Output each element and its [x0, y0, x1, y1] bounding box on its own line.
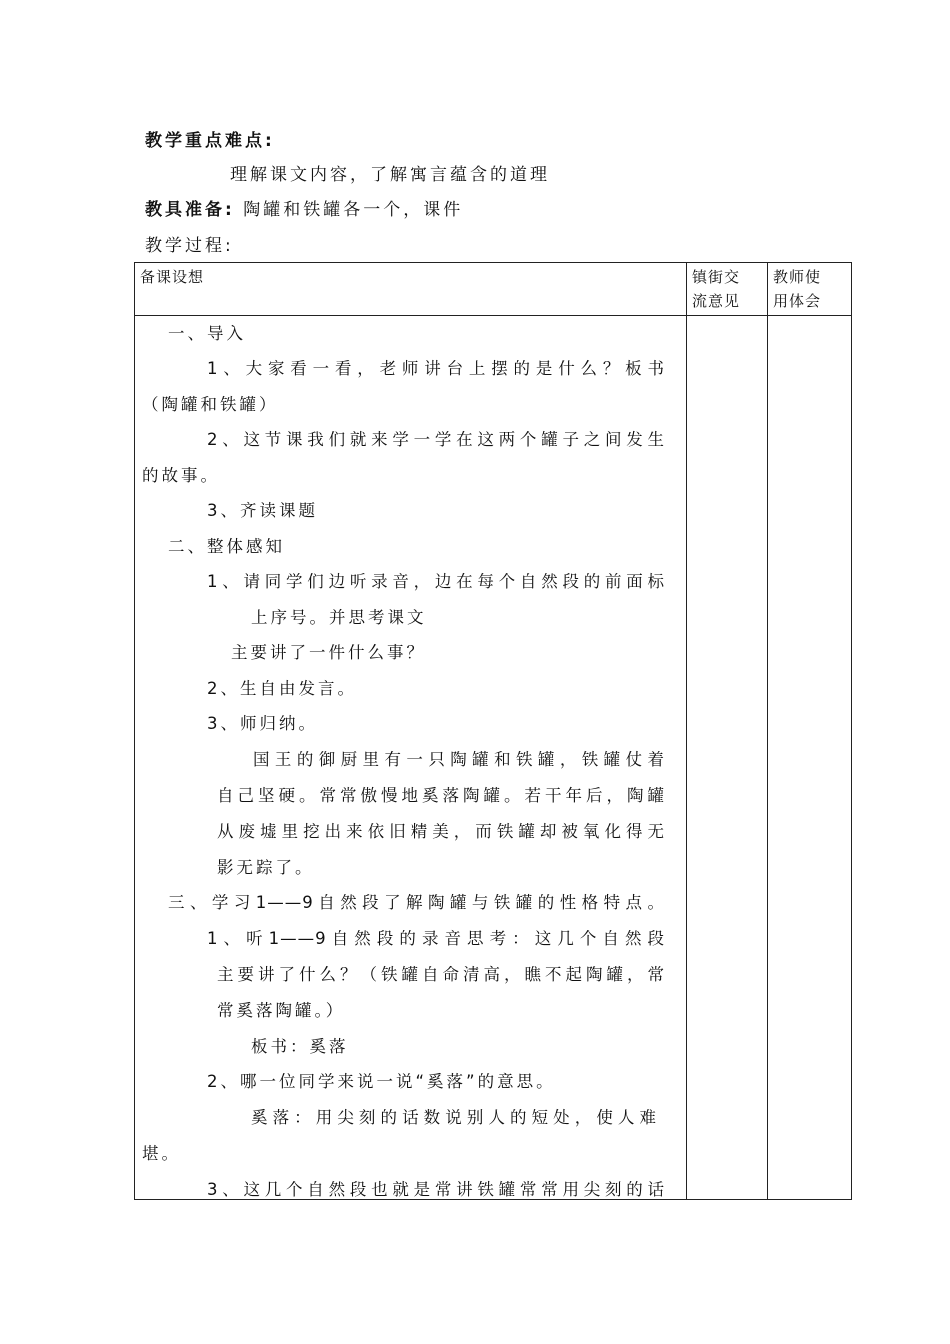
col-exchange-header: [687, 263, 768, 316]
tools-line: [145, 195, 463, 220]
col-feedback-header: [768, 263, 852, 316]
list-item: 一、导入: [168, 324, 246, 343]
table-header-row: [135, 263, 852, 316]
col-exchange-header-line1: 镇街交: [692, 268, 741, 286]
list-item: 1、大家看一看，老师讲台上摆的是什么？板书: [207, 359, 665, 378]
lesson-table: [134, 262, 852, 1200]
list-item: 二、整体感知: [168, 537, 285, 556]
list-item: 堪。: [142, 1144, 181, 1163]
list-item: 板书：奚落: [251, 1037, 349, 1056]
col-plan-header: [135, 263, 687, 316]
list-item: 从废墟里挖出来依旧精美，而铁罐却被氧化得无: [217, 822, 665, 841]
key-points-label: 教学重点难点:: [145, 131, 275, 151]
process-label: 教学过程:: [145, 236, 234, 256]
list-item: 主要讲了一件什么事？: [231, 643, 426, 662]
list-item: 主要讲了什么？（铁罐自命清高，瞧不起陶罐，常: [217, 965, 665, 984]
list-item: 奚落：用尖刻的话数说别人的短处，使人难: [251, 1108, 657, 1127]
list-item: 常奚落陶罐。）: [217, 1001, 346, 1020]
tools-label: 教具准备:: [145, 200, 235, 220]
list-item: 3、师归纳。: [207, 714, 318, 733]
table-body-row: [135, 316, 852, 1200]
col-plan-header-text: 备课设想: [140, 268, 205, 286]
list-item: 的故事。: [142, 466, 220, 485]
exchange-cell: [687, 316, 768, 1200]
col-feedback-header-line1: 教师使: [773, 268, 822, 286]
tools-text: 陶罐和铁罐各一个，课件: [243, 200, 464, 220]
col-feedback-header-line2: 用体会: [773, 292, 822, 310]
feedback-cell: [768, 316, 852, 1200]
list-item: 自己坚硬。常常傲慢地奚落陶罐。若干年后，陶罐: [217, 786, 665, 805]
list-item: 1、听1——9自然段的录音思考：这几个自然段: [207, 929, 665, 948]
list-item: 2、哪一位同学来说一说“奚落”的意思。: [207, 1072, 556, 1091]
key-points-text: 理解课文内容，了解寓言蕴含的道理: [230, 165, 550, 185]
list-item: （陶罐和铁罐）: [142, 395, 279, 414]
list-item: 3、齐读课题: [207, 501, 318, 520]
list-item: 1、请同学们边听录音，边在每个自然段的前面标: [207, 572, 665, 591]
plan-content-cell: [135, 316, 687, 1200]
list-item: 国王的御厨里有一只陶罐和铁罐，铁罐仗着: [253, 750, 665, 769]
list-item: 2、生自由发言。: [207, 679, 357, 698]
col-exchange-header-line2: 流意见: [692, 292, 741, 310]
list-item: 上序号。并思考课文: [251, 608, 427, 627]
list-item: 三、学习1——9自然段了解陶罐与铁罐的性格特点。: [168, 893, 665, 912]
list-item: 3、这几个自然段也就是常讲铁罐常常用尖刻的话: [207, 1180, 665, 1199]
list-item: 影无踪了。: [217, 858, 315, 877]
list-item: 2、这节课我们就来学一学在这两个罐子之间发生: [207, 430, 665, 449]
